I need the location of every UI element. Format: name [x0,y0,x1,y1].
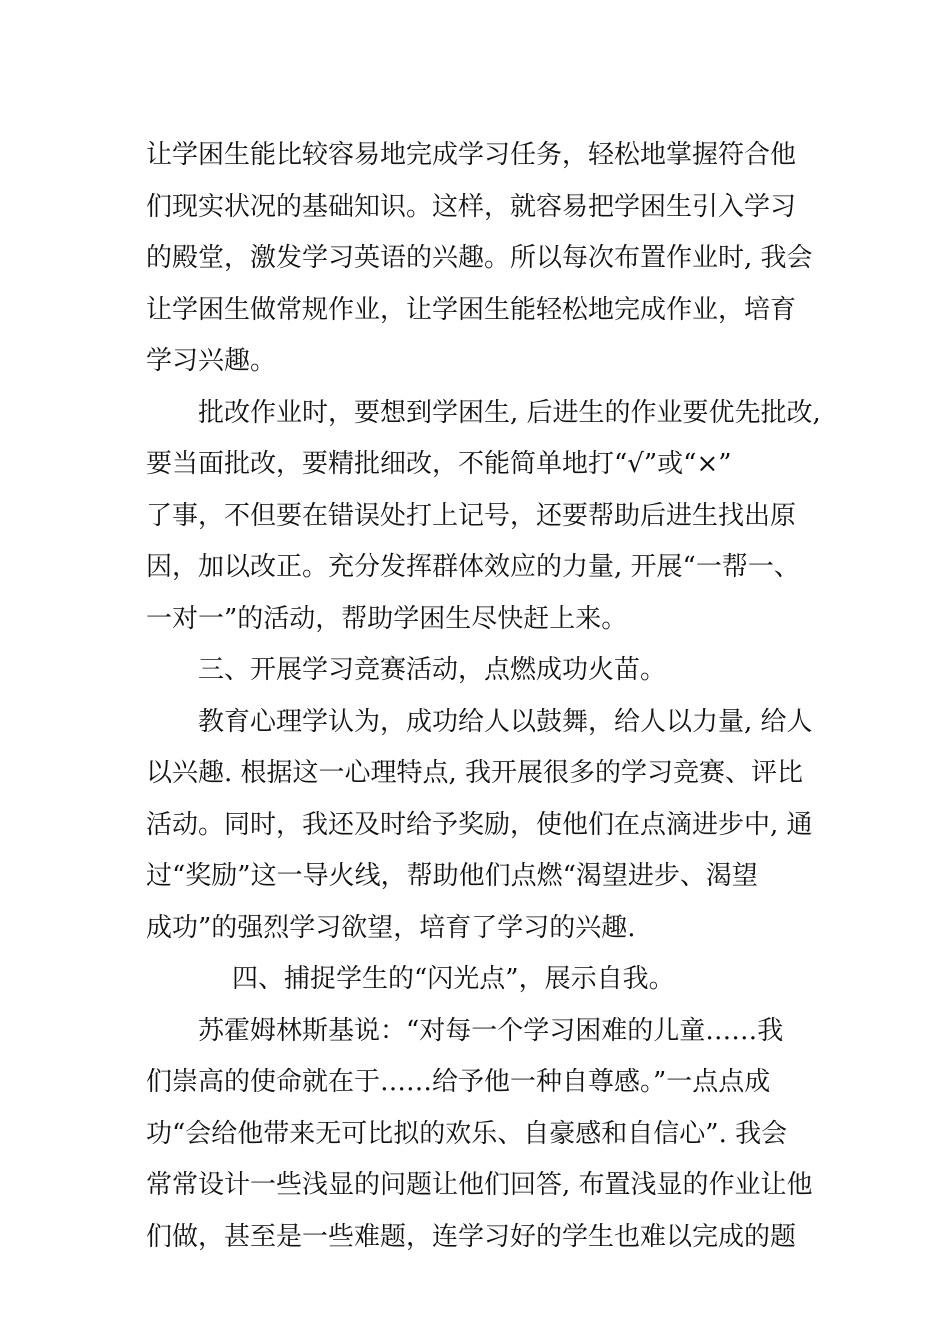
text-line: 一对一”的活动，帮助学困生尽快赶上来。 [146,603,628,634]
text-line: 以兴趣. 根据这一心理特点, 我开展很多的学习竞赛、评比 [146,758,804,788]
text-line: 成功”的强烈学习欲望，培育了学习的兴趣. [146,912,636,943]
paragraph-first-line: 批改作业时，要想到学困生, 后进生的作业要优先批改, [198,397,821,428]
text-line: 要当面批改，要精批细改，不能简单地打“√”或“×” [146,449,732,479]
section-heading-3: 三、开展学习竞赛活动，点燃成功火苗。 [198,655,667,685]
document-body [146,130,826,1263]
text-line: 们崇高的使命就在于……给予他一种自尊感。”一点点成 [146,1067,771,1097]
text-line: 功“会给他带来无可比拟的欢乐、自豪感和自信心”. 我会 [146,1118,788,1149]
paragraph-first-line: 苏霍姆林斯基说：“对每一个学习困难的儿童……我 [198,1015,784,1046]
text-line: 们现实状况的基础知识。这样，就容易把学困生引入学习 [146,191,797,222]
text-line: 学习兴趣。 [146,346,277,376]
text-line: 常常设计一些浅显的问题让他们回答, 布置浅显的作业让他 [146,1170,813,1200]
text-line: 们做，甚至是一些难题，连学习好的学生也难以完成的题 [146,1221,797,1252]
text-line: 让学困生能比较容易地完成学习任务，轻松地掌握符合他 [146,140,797,170]
text-line: 过“奖励”这一导火线，帮助他们点燃“渴望进步、渴望 [146,861,758,891]
paragraph-first-line: 教育心理学认为，成功给人以鼓舞，给人以力量, 给人 [198,706,813,737]
text-line: 的殿堂，激发学习英语的兴趣。所以每次布置作业时, 我会 [146,243,813,273]
text-line: 让学困生做常规作业，让学困生能轻松地完成作业，培育 [146,294,797,325]
text-line: 因，加以改正。充分发挥群体效应的力量, 开展“一帮一、 [146,552,800,582]
text-line: 活动。同时，我还及时给予奖励，使他们在点滴进步中, 通 [146,809,813,840]
section-heading-4: 四、捕捉学生的“闪光点”，展示自我。 [232,964,675,994]
text-line: 了事，不但要在错误处打上记号，还要帮助后进生找出原 [146,500,797,531]
